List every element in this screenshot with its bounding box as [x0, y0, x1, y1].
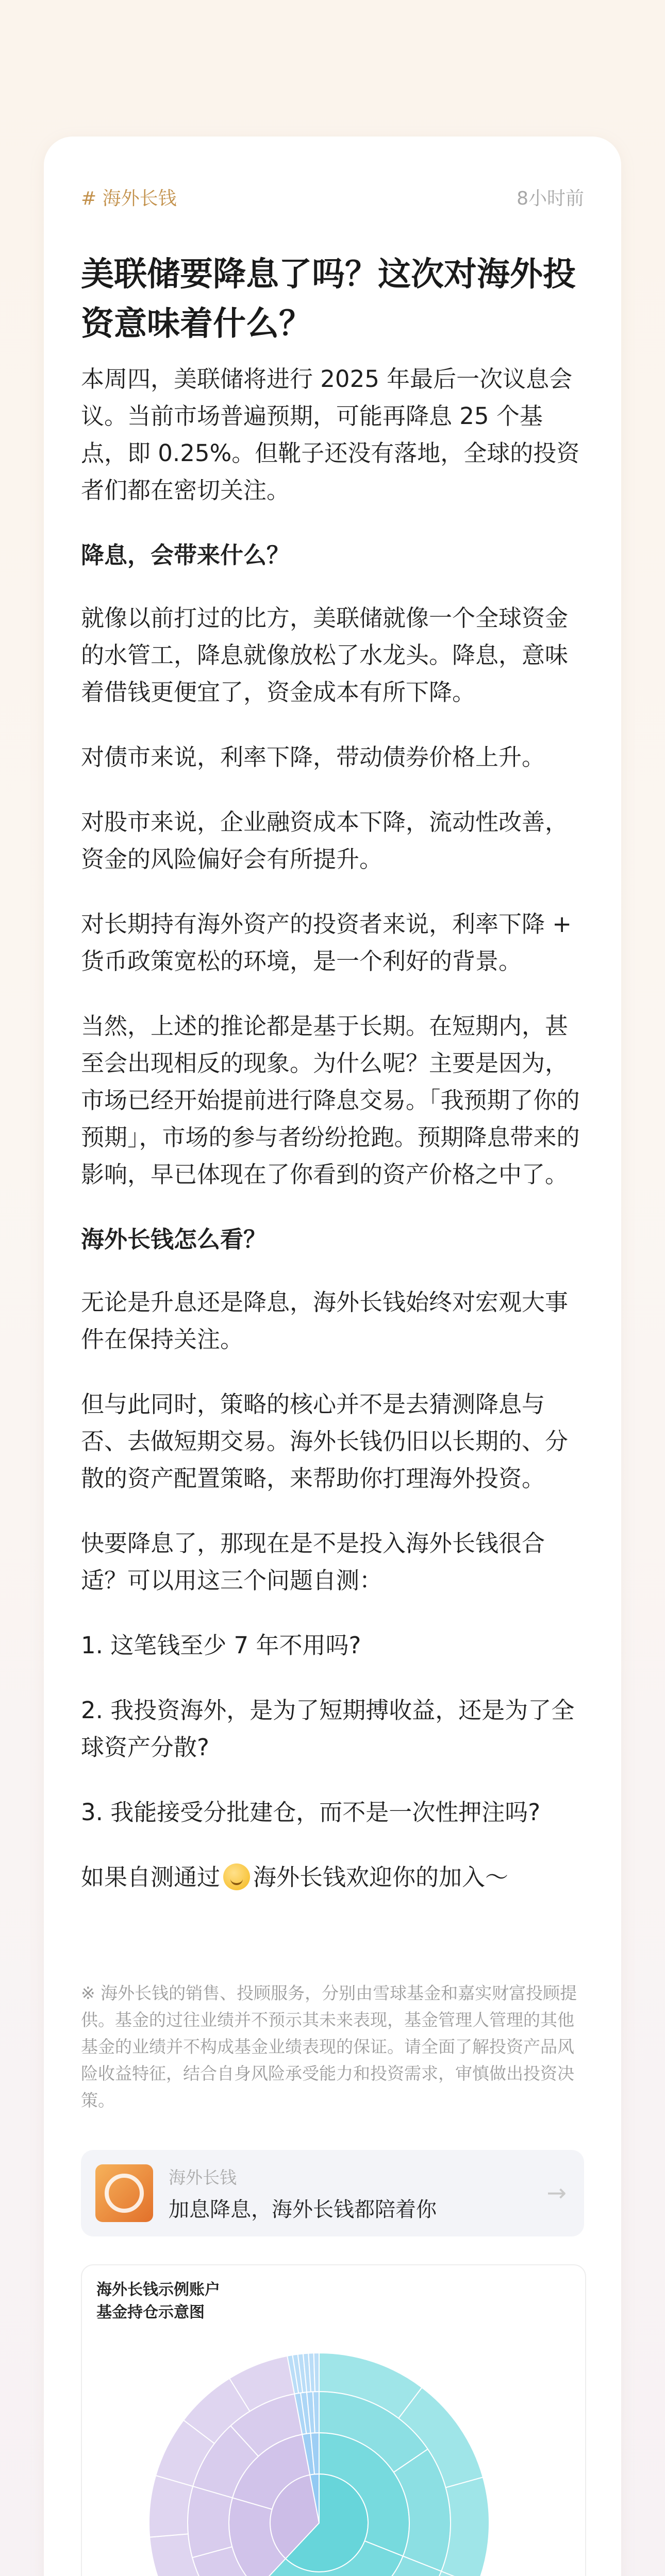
chart-title-line2: 基金持仓示意图 [96, 2303, 205, 2321]
section-heading: 降息，会带来什么？ [81, 541, 290, 569]
paragraph: 本周四，美联储将进行 2025 年最后一次议息会议。当前市场普遍预期，可能再降息 25 个基点，即 0.25%。但靴子还没有落地，全球的投资者们都在密切关注。 [81, 365, 580, 504]
sunburst-segment [188, 2486, 232, 2557]
smile-emoji-icon [223, 1863, 250, 1890]
article-source: 海外长钱 [169, 2167, 237, 2188]
paragraph: 对债市来说，利率下降，带动债券价格上升。 [81, 743, 545, 771]
risk-disclaimer: ※ 海外长钱的销售、投顾服务，分别由雪球基金和嘉实财富投顾提供。基金的过往业绩并不预示其未来表现，基金管理人管理的其他基金的业绩并不构成基金业绩表现的保证。请全面了解投资产品风险收益特征，结合自身风险承受能力和投资需求，审慎做出投资决策。 [81, 1983, 577, 2110]
article-thumbnail [95, 2164, 153, 2222]
post-time: 8小时前 [517, 188, 584, 209]
linked-article-card[interactable] [81, 2150, 584, 2236]
paragraph: 但与此同时，策略的核心并不是去猜测降息与否、去做短期交易。海外长钱仍旧以长期的、分散的资产配置策略，来帮助你打理海外投资。 [81, 1391, 569, 1492]
topic-tag[interactable]: # 海外长钱 [81, 188, 177, 209]
checklist-item: 3. 我能接受分批建仓，而不是一次性押注吗? [81, 1799, 541, 1826]
paragraph: 对长期持有海外资产的投资者来说，利率下降 + 货币政策宽松的环境，是一个利好的背景。 [81, 910, 572, 975]
paragraph: 快要降息了，那现在是不是投入海外长钱很合适？可以用这三个问题自测： [81, 1530, 545, 1594]
holdings-chart-image[interactable] [81, 2264, 586, 2576]
checklist-item: 2. 我投资海外，是为了短期搏收益，还是为了全球资产分散? [81, 1697, 575, 1761]
sunburst-segment [314, 2353, 319, 2392]
post-card [44, 137, 621, 2576]
checklist-item: 1. 这笔钱至少 7 年不用吗? [81, 1632, 361, 1659]
post-body [81, 361, 584, 1924]
section-heading: 海外长钱怎么看？ [81, 1226, 267, 1253]
post-meta [81, 184, 584, 210]
paragraph: 对股市来说，企业融资成本下降，流动性改善，资金的风险偏好会有所提升。 [81, 808, 569, 873]
arrow-right-icon: → [546, 2179, 567, 2207]
paragraph: 无论是升息还是降息，海外长钱始终对宏观大事件在保持关注。 [81, 1289, 569, 1353]
closing-paragraph [81, 1859, 584, 1896]
article-title: 加息降息，海外长钱都陪着你 [169, 2198, 437, 2222]
paragraph: 就像以前打过的比方，美联储就像一个全球资金的水管工，降息就像放松了水龙头。降息，意味着借钱更便宜了，资金成本有所下降。 [81, 604, 569, 706]
sunburst-chart [82, 2265, 585, 2576]
chart-title-line1: 海外长钱示例账户 [96, 2281, 220, 2299]
closing-before: 如果自测通过 [81, 1863, 221, 1891]
post-title: 美联储要降息了吗？这次对海外投资意味着什么？ [81, 256, 576, 343]
paragraph: 当然，上述的推论都是基于长期。在短期内，甚至会出现相反的现象。为什么呢？主要是因为，市场已经开始提前进行降息交易。「我预期了你的预期」，市场的参与者纷纷抢跑。预期降息带来的影响，早已体现在了你看到的资产价格之中了。 [81, 1012, 580, 1188]
closing-after: 海外长钱欢迎你的加入～ [253, 1863, 509, 1891]
